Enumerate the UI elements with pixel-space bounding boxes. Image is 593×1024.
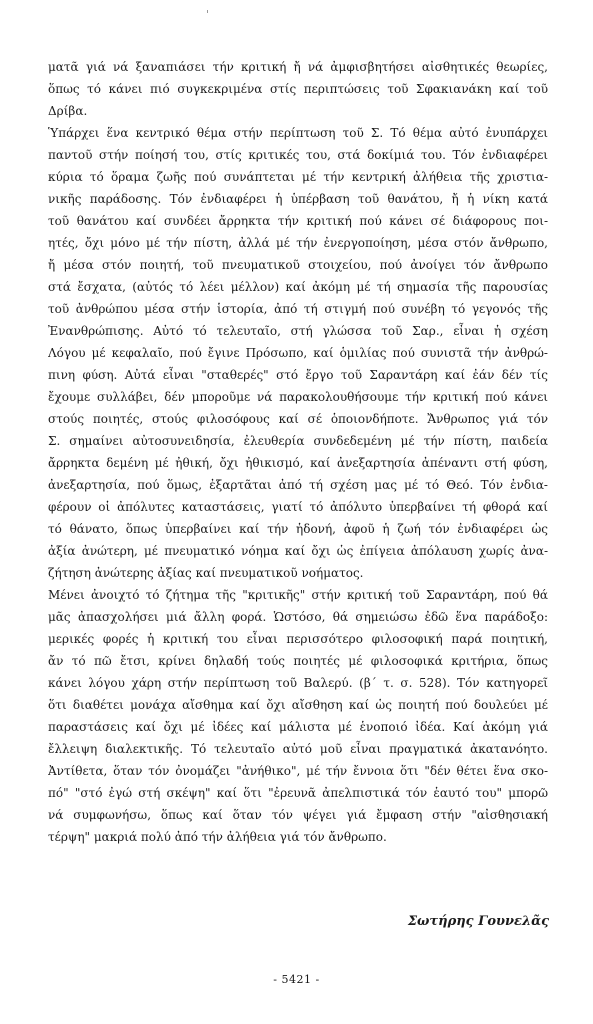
text-line-36: τέρψη" μακριά πολύ ἀπό τήν ἀλήθεια γιά τόν ἄνθρωπο. [48, 830, 387, 844]
text-line-21: φέρουν οἱ ἀπόλυτες καταστάσεις, γιατί τό ἀπόλυτο ὑπερβαίνει τή φθορά καί [48, 500, 548, 514]
text-line-26: μᾶς ἀπασχολήσει μιά ἄλλη φορά. Ὡστόσο, θά σημειώσω ἐδῶ ἕνα παράδοξο: [48, 610, 548, 624]
text-line-4: Ὑπάρχει ἕνα κεντρικό θέμα στήν περίπτωση τοῦ Σ. Τό θέμα αὐτό ἐνυπάρχει [48, 126, 548, 140]
text-line-12: τοῦ ἀνθρώπου μέσα στήν ἱστορία, ἀπό τή στιγμή πού συνέβη τό γεγονός τῆς [48, 302, 548, 316]
text-line-24: ζήτηση ἀνώτερης ἀξίας καί πνευματικοῦ νοήματος. [48, 566, 364, 580]
text-line-9: ητές, ὄχι μόνο μέ τήν πίστη, ἀλλά μέ τήν ἐνεργοποίηση, μέσα στόν ἄνθρωπο, [48, 236, 548, 250]
text-line-19: ἄρρηκτα δεμένη μέ ἠθική, ὄχι ἠθικισμό, καί ἀνεξαρτησία ἀπέναντι στή φύση, [48, 456, 548, 470]
text-line-16: ἔχουμε συλλάβει, δέν μποροῦμε νά παρακολουθήσουμε τήν κριτική πού κάνει [48, 390, 548, 404]
text-line-20: ἀνεξαρτησία, πού ὅμως, ἐξαρτᾶται ἀπό τή σχέση μας μέ τό Θεό. Τόν ἐνδια- [48, 478, 548, 492]
text-line-34: πό" "στό ἐγώ στή σκέψη" καί ὅτι "ἐρευνᾶ ἀπελπιστικά τόν ἑαυτό του" μπορῶ [48, 786, 548, 800]
scan-speck [207, 10, 208, 13]
text-line-23: ἀξία ἀνώτερη, μέ πνευματικό νόημα καί ὄχι ὡς ἐπίγεια ἀπόλαυση χωρίς ἀνα- [48, 544, 548, 558]
text-line-27: μερικές φορές ἡ κριτική του εἶναι περισσότερο φιλοσοφική παρά ποιητική, [48, 632, 548, 646]
text-line-31: παραστάσεις καί ὄχι μέ ἰδέες καί μάλιστα μέ ἑνοποιό ἰδέα. Καί ἀκόμη γιά [48, 720, 548, 734]
text-line-6: κύρια τό ὅραμα ζωῆς πού συνάπτεται μέ τήν κεντρική ἀλήθεια τῆς χριστια- [48, 170, 548, 184]
text-line-14: Λόγου μέ κεφαλαῖο, πού ἔγινε Πρόσωπο, καί ὁμιλίας πού συνιστᾶ τήν ἀνθρώ- [48, 346, 548, 360]
text-line-32: ἔλλειψη διαλεκτικῆς. Τό τελευταῖο αὐτό μοῦ εἶναι πραγματικά ἀκατανόητο. [48, 742, 548, 756]
text-line-30: ὅτι διαθέτει μονάχα αἴσθημα καί ὄχι αἴσθηση καί ὡς ποιητή πού δουλεύει μέ [48, 698, 548, 712]
text-line-29: κάνει λόγου χάρη στήν περίπτωση τοῦ Βαλερύ. (β΄ τ. σ. 528). Τόν κατηγορεῖ [48, 676, 548, 690]
text-line-5: παντοῦ στήν ποίησή του, στίς κριτικές του, στά δοκίμιά του. Τόν ἐνδιαφέρει [48, 148, 548, 162]
text-line-1: ματᾶ γιά νά ξαναπιάσει τήν κριτική ἤ νά ἀμφισβητήσει αἰσθητικές θεωρίες, [48, 60, 548, 74]
text-line-8: τοῦ θανάτου καί συνδέει ἄρρηκτα τήν κριτική πού κάνει σέ διάφορους ποι- [48, 214, 548, 228]
author-signature: Σωτήρης Γουνελᾶς [407, 914, 549, 929]
text-line-18: Σ. σημαίνει αὐτοσυνειδησία, ἐλευθερία συνδεδεμένη μέ τήν πίστη, παιδεία [48, 434, 548, 448]
text-line-10: ἤ μέσα στόν ποιητή, τοῦ πνευματικοῦ στοιχείου, πού ἀνοίγει τόν ἄνθρωπο [48, 258, 548, 272]
text-line-7: νικῆς παράδοσης. Τόν ἐνδιαφέρει ἡ ὑπέρβαση τοῦ θανάτου, ἤ ἡ νίκη κατά [48, 192, 548, 206]
text-line-22: τό θάνατο, ὅπως ὑπερβαίνει καί τήν ἡδονή, ἀφοῦ ἡ ζωή τόν ἐνδιαφέρει ὡς [48, 522, 548, 536]
text-line-33: Ἀντίθετα, ὅταν τόν ὀνομάζει "ἀνήθικο", μέ τήν ἔννοια ὅτι "δέν θέτει ἕνα σκο- [48, 764, 548, 778]
text-line-2: ὅπως τό κάνει πιό συγκεκριμένα στίς περιπτώσεις τοῦ Σφακιανάκη καί τοῦ [48, 82, 548, 96]
text-line-35: νά συμφωνήσω, ὅπως καί ὅταν τόν ψέγει γιά ἔμφαση στήν "αἰσθησιακή [48, 808, 548, 822]
text-line-3: Δρίβα. [48, 104, 88, 118]
text-line-15: πινη φύση. Αὐτά εἶναι "σταθερές" στό ἔργο τοῦ Σαραντάρη καί ἐάν δέν τίς [48, 368, 548, 382]
text-line-11: στά ἔσχατα, (αὐτός τό λέει μέλλον) καί ἀκόμη μέ τή σημασία τῆς παρουσίας [48, 280, 548, 294]
text-line-13: Ἐνανθρώπισης. Αὐτό τό τελευταῖο, στή γλώσσα τοῦ Σαρ., εἶναι ἡ σχέση [48, 324, 548, 338]
page-number: - 5421 - [273, 973, 320, 986]
text-line-25: Μένει ἀνοιχτό τό ζήτημα τῆς "κριτικῆς" στήν κριτική τοῦ Σαραντάρη, πού θά [48, 588, 548, 602]
text-line-28: ἄν τό πῶ ἔτσι, κρίνει δηλαδή τούς ποιητές μέ φιλοσοφικά κριτήρια, ὅπως [48, 654, 548, 668]
text-line-17: στούς ποιητές, στούς φιλοσόφους καί σέ ὁποιονδήποτε. Ἄνθρωπος γιά τόν [48, 412, 548, 426]
